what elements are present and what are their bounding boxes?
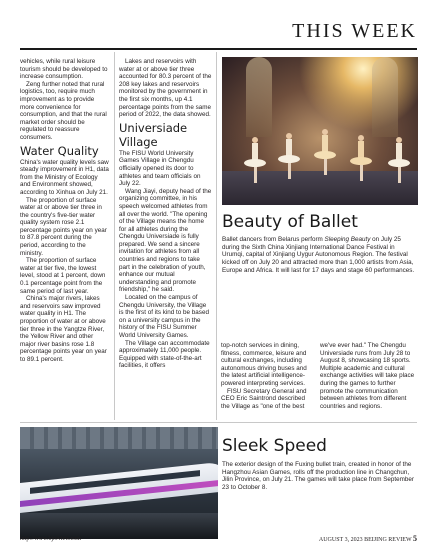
body-paragraph: Zeng further noted that rural logistics, too, require much improvement as to provide more convenience for consumption, and that the rural market order should be regulated to reassure consumers.	[20, 80, 107, 141]
body-paragraph: The proportion of surface water at or above tier three in the country's five-tier water quality system rose 2.1 percentage points year on year to 87.8 percent during the period, according to the ministry.	[20, 196, 107, 257]
body-paragraph: top-notch services in dining, fitness, commerce, leisure and cultural exchanges, including autonomous driving buses and the latest artificial intelligence-powered interpreting services.	[221, 342, 307, 387]
body-paragraph: Located on the campus of Chengdu University, the Village is the first of its kind to be based on a university campus in the history of the FISU Summer World University Games.	[119, 294, 209, 339]
body-paragraph: The FISU World University Games Village in Chengdu officially opened its door to athletes and team officials on July 22.	[119, 149, 201, 188]
body-paragraph: we've ever had." The Chengdu Universiade runs from July 28 to August 8, showcasing 18 sports. Multiple academic and cultural exchange activities will take place during the games to further promote the communication between athletes from different countries and regions.	[320, 342, 415, 410]
train-headline: Sleek Speed	[222, 436, 327, 456]
ballet-caption: Ballet dancers from Belarus perform Sleeping Beauty on July 25 during the Sixth China Xinjiang International Dance Festival in Urumqi, capital of Xinjiang Uygur Autonomous Region. The festival kicked off on July 20 and attracted more than 1,000 artists from Asia, Europe and Africa. It will last for 17 days and stage 60 performances.	[222, 236, 415, 274]
bullet-train-photo	[20, 427, 218, 539]
article-column-3	[221, 342, 313, 422]
body-paragraph: China's major rivers, lakes and reservoirs saw improved water quality in H1. The proportion of water at or above tier three in the Yangtze River, the Yellow River and other major river basins rose 1.8 percentage points year on year to 89.1 percent.	[20, 295, 107, 363]
header-rule	[20, 48, 417, 50]
body-paragraph: The proportion of surface water at tier five, the lowest level, stood at 1 percent, down 0.1 percentage point from the same period of last year.	[20, 257, 106, 295]
footer-folio	[319, 534, 417, 543]
body-paragraph: China's water quality levels saw steady improvement in H1, data from the Ministry of Ecology and Environment showed, according to Xinhua on July 21.	[20, 158, 109, 196]
body-paragraph: FISU Secretary General and CEO Eric Saintrond described the Village as "one of the best	[221, 387, 307, 410]
article-column-4	[320, 342, 418, 422]
footer-url: http://www.bjreview.com	[20, 536, 81, 542]
body-paragraph: Wang Jiayi, deputy head of the organizing committee, in his speech welcomed athletes from all over the world. "The opening of the Village means the home for all athletes during the Chengdu Universiade is fully prepared. We send a sincere invitation for athletes from all countries and regions to take part in the celebration of youth, enhance our mutual understanding and promote friendship," he said.	[119, 187, 212, 294]
footer-issue: AUGUST 3, 2023 BEIJING REVIEW	[318, 537, 412, 543]
column-divider	[114, 52, 115, 420]
ballet-photo	[222, 57, 418, 205]
water-quality-subhead: Water Quality	[20, 143, 99, 158]
section-title: THIS WEEK	[292, 20, 417, 42]
section-divider	[20, 422, 417, 423]
article-column-1	[20, 58, 109, 420]
body-paragraph: vehicles, while rural leisure tourism should be developed to increase consumption.	[20, 58, 108, 81]
train-caption: The exterior design of the Fuxing bullet train, created in honor of the Hangzhou Asian Games, rolls off the production line in Changchun, Jilin Province, on July 21. The games will take place from September 23 to October 8.	[222, 461, 415, 492]
ballet-headline: Beauty of Ballet	[222, 212, 358, 232]
section-header	[0, 0, 427, 52]
page-number: 5	[413, 534, 417, 543]
universiade-village-subhead: Universiade Village	[119, 120, 188, 149]
body-paragraph: The Village can accommodate approximately 11,000 people. Equipped with state-of-the-art facilities, it offers	[119, 339, 210, 370]
article-column-2	[119, 58, 212, 420]
body-paragraph: Lakes and reservoirs with water at or above tier three accounted for 80.3 percent of the 208 key lakes and reservoirs monitored by the government in the first six months, up 4.1 percentage points from the same period of 2022, the data showed.	[119, 58, 212, 119]
column-divider	[216, 52, 217, 420]
